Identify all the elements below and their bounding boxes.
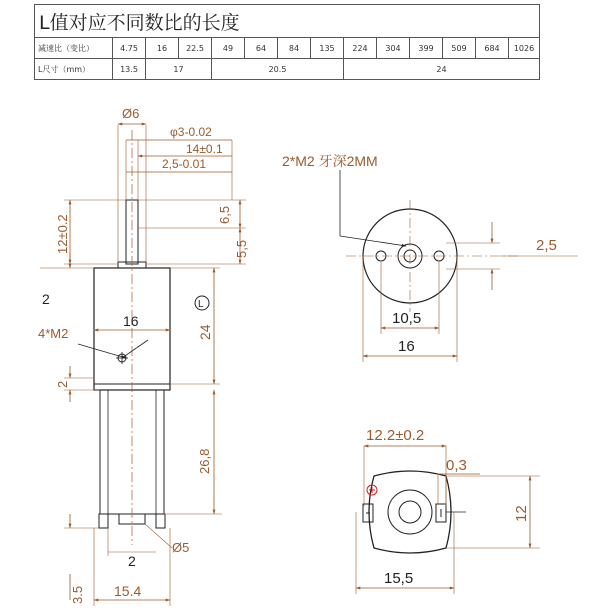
rear-dim-12-2: 12.2±0.2 <box>366 427 425 444</box>
ratio-cell: 64 <box>245 38 278 59</box>
dim-12: 12±0.2 <box>55 214 70 254</box>
dim-d5: Ø5 <box>172 540 190 555</box>
ratio-cell: 304 <box>377 38 410 59</box>
table-title: L值对应不同数比的长度 <box>35 5 540 38</box>
ratio-cell: 509 <box>443 38 476 59</box>
dim-3-5: 3.5 <box>70 585 85 604</box>
ratio-cell: 16 <box>146 38 179 59</box>
rear-dim-15-5: 15,5 <box>384 570 414 587</box>
rear-dim-12: 12 <box>513 505 530 522</box>
ratio-cell: 135 <box>311 38 344 59</box>
front-view <box>282 153 578 362</box>
dim-2-low: 2 <box>128 553 136 569</box>
length-cell: 20.5 <box>212 59 344 80</box>
ratio-label: 减速比（变比） <box>35 38 113 59</box>
dim-6-5: 6,5 <box>217 205 232 224</box>
rear-dim-0-3: 0,3 <box>446 457 467 474</box>
length-cell: 17 <box>146 59 212 80</box>
ratio-cell: 49 <box>212 38 245 59</box>
l-mark-label: L <box>198 299 204 310</box>
ratio-cell: 22.5 <box>179 38 212 59</box>
front-dim-2-5: 2,5 <box>536 237 557 254</box>
length-cell: 24 <box>344 59 540 80</box>
ratio-cell: 84 <box>278 38 311 59</box>
ratio-cell: 1026 <box>509 38 540 59</box>
dim-16-side: 16 <box>123 313 139 329</box>
dim-2-5-tol: 2,5-0.01 <box>162 157 207 171</box>
ratio-cell: 399 <box>410 38 443 59</box>
ratio-cell: 224 <box>344 38 377 59</box>
dim-d6: Ø6 <box>122 106 140 121</box>
terminal-left <box>99 514 108 528</box>
dim-24: 24 <box>197 324 213 340</box>
length-label: L尺寸（mm） <box>35 59 113 80</box>
dim-14: 14±0.1 <box>186 142 223 156</box>
ratio-cell: 684 <box>476 38 509 59</box>
dim-phi3: φ3-0.02 <box>170 125 212 139</box>
dim-15-4: 15.4 <box>114 583 142 599</box>
dim-4-m2: 4*M2 <box>38 326 69 341</box>
length-cell: 13.5 <box>113 59 146 80</box>
dim-2-mid: 2 <box>55 380 70 388</box>
rear-bushing <box>399 501 421 523</box>
front-note: 2*M2 牙深2MM <box>282 153 378 169</box>
ratio-cell: 4.75 <box>113 38 146 59</box>
rear-view <box>356 427 540 594</box>
side-view <box>38 106 249 606</box>
dim-5-5: 5,5 <box>234 239 249 258</box>
front-dim-16: 16 <box>398 338 415 355</box>
dim-26-8: 26,8 <box>197 448 212 474</box>
rear-housing <box>369 471 451 553</box>
rear-boss <box>388 490 432 534</box>
dim-2-top: 2 <box>42 291 50 307</box>
terminal-right <box>156 514 165 528</box>
front-dim-10-5: 10,5 <box>392 310 422 327</box>
